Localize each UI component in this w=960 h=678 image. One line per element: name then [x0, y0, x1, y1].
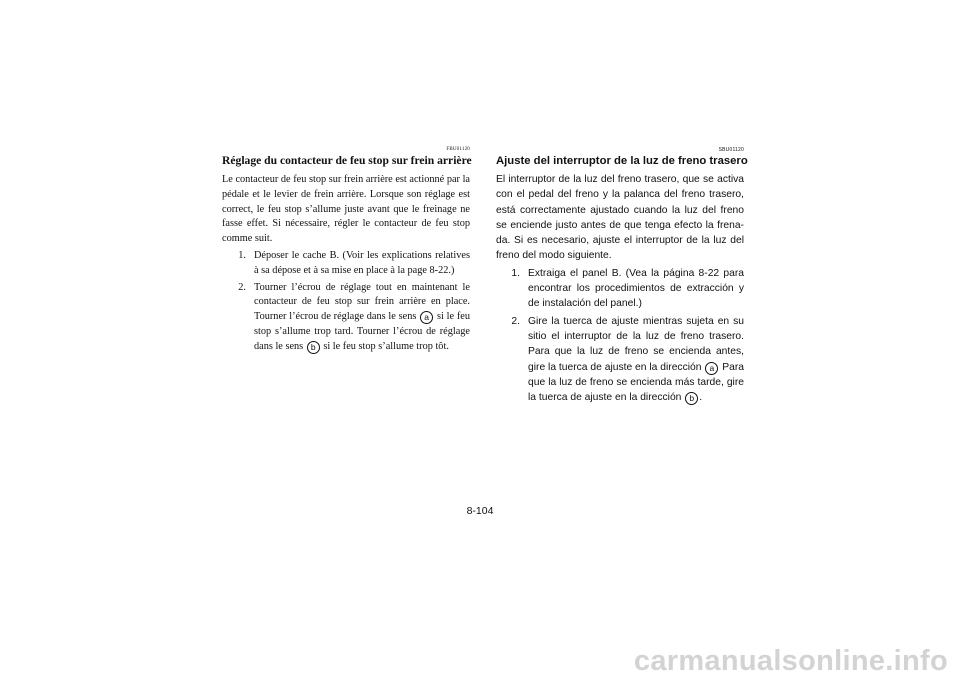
step-text-part: si le feu stop s’allume trop tard. Tourner l’écrou de réglage dans le sens — [254, 311, 470, 352]
step-text-part: si le feu stop s’allume trop tôt. — [323, 340, 449, 352]
step-number: 1. — [238, 249, 246, 261]
step-number: 2. — [511, 315, 520, 327]
step-item — [222, 249, 470, 279]
section-code: SBU01120 — [718, 147, 744, 153]
page-number: 8-104 — [466, 505, 494, 517]
french-column — [222, 147, 470, 355]
step-text: Déposer le cache B. (Voir les explications relatives à sa dépose et à sa mise en place à la page 8-22.) — [254, 249, 470, 276]
spanish-column — [496, 147, 748, 405]
step-text-part: Para que la luz de freno se encienda más tarde, gire la tuerca de ajuste en la dirección — [528, 361, 744, 404]
circled-b-marker: b — [307, 341, 320, 354]
step-text — [528, 314, 744, 406]
circled-a-marker: a — [705, 362, 718, 375]
step-text-part: Gire la tuerca de ajuste mientras sujeta en su sitio el interruptor de la luz de freno trasero. Para que la luz de freno se encienda antes, gire la tuerca de ajuste en la dirección — [528, 315, 744, 373]
step-text — [254, 281, 470, 355]
circled-b-marker: b — [685, 392, 698, 405]
step-item — [496, 314, 744, 406]
section-title: Ajuste del interruptor de la luz de freno trasero — [496, 155, 748, 167]
section-title: Réglage du contacteur de feu stop sur frein arrière — [222, 154, 472, 167]
watermark: carmanualsonline.info — [633, 645, 948, 677]
intro-paragraph: Le contacteur de feu stop sur frein arrière est actionné par la pédale et le levier de frein arrière. Lorsque son réglage est correct, le feu stop s’allume juste avant que le freinage ne fasse effet. Si nécessaire, régler le contacteur de feu stop comme suit. — [222, 174, 470, 245]
circled-a-marker: a — [420, 311, 433, 324]
step-number: 2. — [238, 281, 246, 293]
step-text-part: Tourner l’écrou de réglage tout en maintenant le contacteur de feu stop sur frein arrière en place. Tourner l’écrou de réglage dans le sens — [254, 281, 470, 323]
section-code: FBU01120 — [446, 147, 470, 152]
step-item — [222, 281, 470, 355]
intro-paragraph: El interruptor de la luz del freno trasero, que se activa con el pedal del freno y la palanca del freno trasero, está correctamente ajustado cuando la luz del freno se enciende justo antes de que tenga efecto la frena-da. Si es necesario, ajuste el interruptor de la luz del freno del modo siguiente. — [496, 174, 744, 262]
step-item — [496, 266, 744, 312]
step-text-part: . — [699, 392, 703, 404]
step-text: Extraiga el panel B. (Vea la página 8-22 para encontrar los procedimientos de extracción y de instalación del panel.) — [528, 267, 744, 310]
step-number: 1. — [511, 267, 520, 279]
